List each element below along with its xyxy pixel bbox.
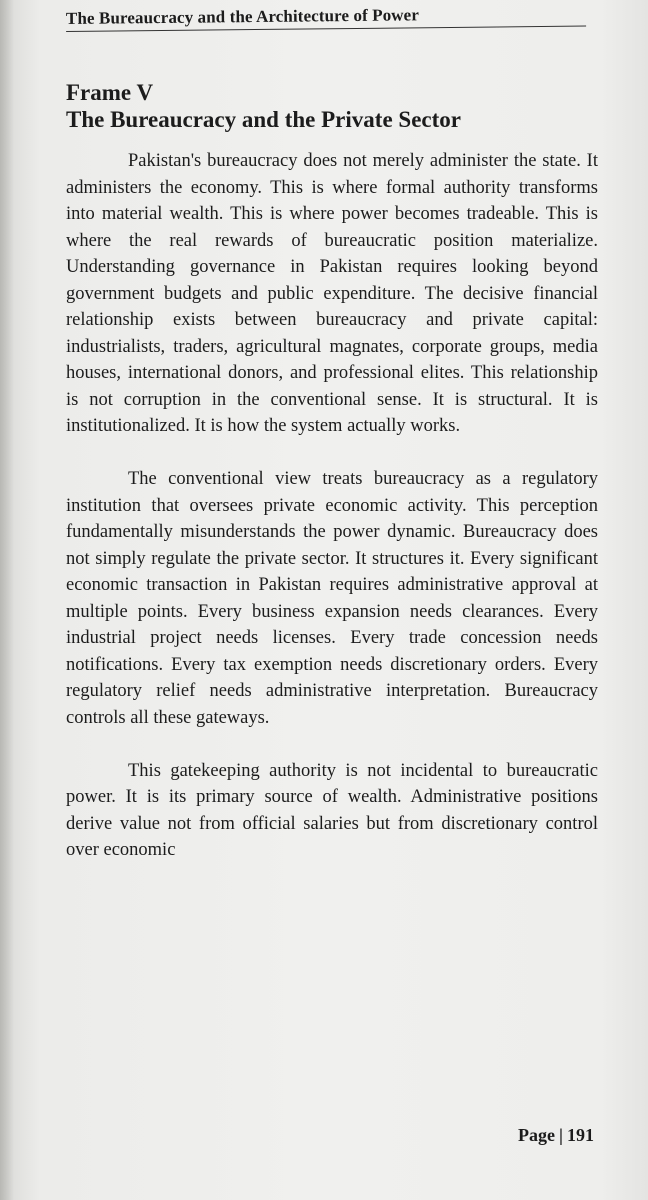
running-header: The Bureaucracy and the Architecture of Power xyxy=(66,3,586,32)
chapter-title: The Bureaucracy and the Private Sector xyxy=(66,107,461,132)
paragraph-1: Pakistan's bureaucracy does not merely administer the state. It administers the economy. This is where formal authority transforms into material wealth. This is where power becomes tradeable. This is where the real rewards of bureaucratic position materialize. Understanding governance in Pakistan requires looking beyond government budgets and public expenditure. The decisive financial relationship exists between bureaucracy and private capital: industrialists, traders, agricultural magnates, corporate groups, media houses, international donors, and professional elites. This relationship is not corruption in the conventional sense. It is structural. It is institutionalized. It is how the system actually works. xyxy=(66,151,598,436)
binding-shadow xyxy=(0,0,14,1200)
frame-label: Frame V xyxy=(66,80,154,105)
page-separator: | xyxy=(559,1125,563,1145)
paragraph-2: The conventional view treats bureaucracy as a regulatory institution that oversees private economic activity. This perception fundamentally misunderstands the power dynamic. Bureaucracy does not simply regulate the private sector. It structures it. Every significant economic transaction in Pakistan requires administrative approval at multiple points. Every business expansion needs clearances. Every industrial project needs licenses. Every trade concession needs notifications. Every tax exemption needs discretionary orders. Every regulatory relief needs administrative interpretation. Bureaucracy controls all these gateways. xyxy=(66,469,598,728)
paragraph-3: This gatekeeping authority is not incidental to bureaucratic power. It is its primary source of wealth. Administrative positions derive value not from official salaries but from discretionary control over economic xyxy=(66,760,598,860)
body-text xyxy=(66,148,598,864)
page-number: 191 xyxy=(567,1125,594,1145)
page-footer xyxy=(518,1125,594,1146)
page-label: Page xyxy=(518,1125,556,1145)
